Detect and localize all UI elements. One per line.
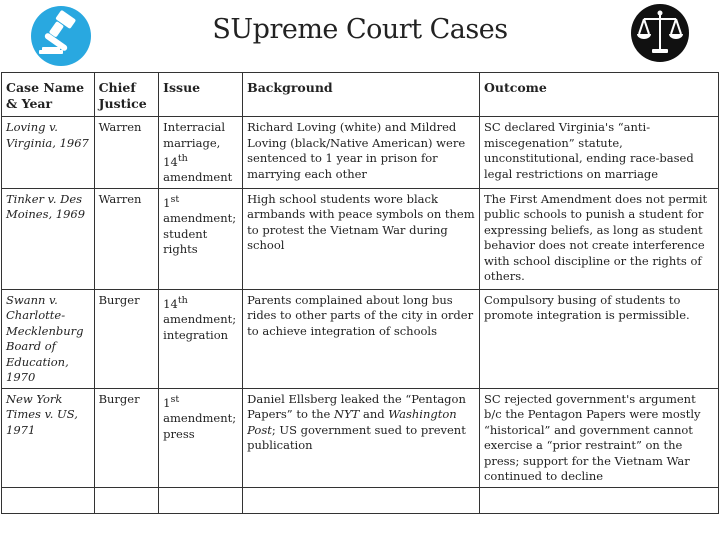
- issue-text: Interracial marriage, 14: [163, 120, 226, 169]
- issue-text: 14: [163, 296, 178, 311]
- issue-text: 1: [163, 195, 171, 210]
- issue-sup: st: [170, 393, 180, 405]
- chief-justice-cell: Warren: [94, 117, 159, 189]
- column-header: Case Name & Year: [2, 73, 95, 117]
- issue-text: amendment: [163, 170, 233, 185]
- empty-cell: [2, 487, 95, 513]
- background-text: and: [359, 407, 389, 422]
- background-emphasis: Washington Post: [247, 407, 457, 437]
- outcome-cell: The First Amendment does not permit public schools to punish a student for expressing beliefs, as long as student behavior does not create interference with school discipline or the rights of others.: [479, 188, 718, 289]
- chief-justice-cell: Burger: [94, 289, 159, 388]
- case-name-cell: Swann v. Charlotte-Mecklenburg Board of Education, 1970: [2, 289, 95, 388]
- scales-of-justice-icon: [630, 3, 690, 63]
- table-header-row: [2, 73, 719, 117]
- issue-sup: st: [170, 193, 180, 205]
- column-header: Issue: [159, 73, 243, 117]
- issue-text: amendment; student rights: [163, 211, 237, 257]
- issue-cell: [159, 388, 243, 487]
- background-cell: Parents complained about long bus rides to other parts of the city in order to achieve integration of schools: [243, 289, 480, 388]
- cases-table: [1, 72, 719, 514]
- empty-cell: [479, 487, 718, 513]
- chief-justice-cell: Warren: [94, 188, 159, 289]
- column-header: Chief Justice: [94, 73, 159, 117]
- issue-cell: [159, 117, 243, 189]
- table-row-empty: [2, 487, 719, 513]
- background-emphasis: NYT: [334, 407, 360, 422]
- table-row: [2, 289, 719, 388]
- outcome-cell: SC rejected government's argument b/c the Pentagon Papers were mostly “historical” and government cannot exercise a “prior restraint” on the press; support for the Vietnam War continued to decline: [479, 388, 718, 487]
- issue-sup: th: [177, 294, 188, 306]
- background-cell: Richard Loving (white) and Mildred Loving (black/Native American) were sentenced to 1 year in prison for marrying each other: [243, 117, 480, 189]
- empty-cell: [243, 487, 480, 513]
- table-row: [2, 388, 719, 487]
- background-text: ; US government sued to prevent publication: [247, 422, 466, 453]
- issue-cell: [159, 289, 243, 388]
- column-header: Background: [243, 73, 480, 117]
- issue-text: amendment; press: [163, 411, 237, 441]
- table-row: [2, 188, 719, 289]
- background-cell: [243, 388, 480, 487]
- issue-sup: th: [177, 153, 188, 164]
- outcome-cell: Compulsory busing of students to promote integration is permissible.: [479, 289, 718, 388]
- background-cell: High school students wore black armbands with peace symbols on them to protest the Vietnam War during school: [243, 188, 480, 289]
- issue-cell: [159, 188, 243, 289]
- case-name-cell: Loving v. Virginia, 1967: [2, 117, 95, 189]
- chief-justice-cell: Burger: [94, 388, 159, 487]
- issue-text: 1: [163, 395, 171, 410]
- page-title: SUpreme Court Cases: [212, 14, 508, 45]
- table-row: [2, 117, 719, 189]
- case-name-cell: Tinker v. Des Moines, 1969: [2, 188, 95, 289]
- outcome-cell: SC declared Virginia's “anti-miscegenation” statute, unconstitutional, ending race-based legal restrictions on marriage: [479, 117, 718, 189]
- background-text: Daniel Ellsberg leaked the “Pentagon Papers” to the: [247, 391, 466, 422]
- empty-cell: [159, 487, 243, 513]
- empty-cell: [94, 487, 159, 513]
- case-name-cell: New York Times v. US, 1971: [2, 388, 95, 487]
- issue-text: amendment; integration: [163, 312, 237, 342]
- column-header: Outcome: [479, 73, 718, 117]
